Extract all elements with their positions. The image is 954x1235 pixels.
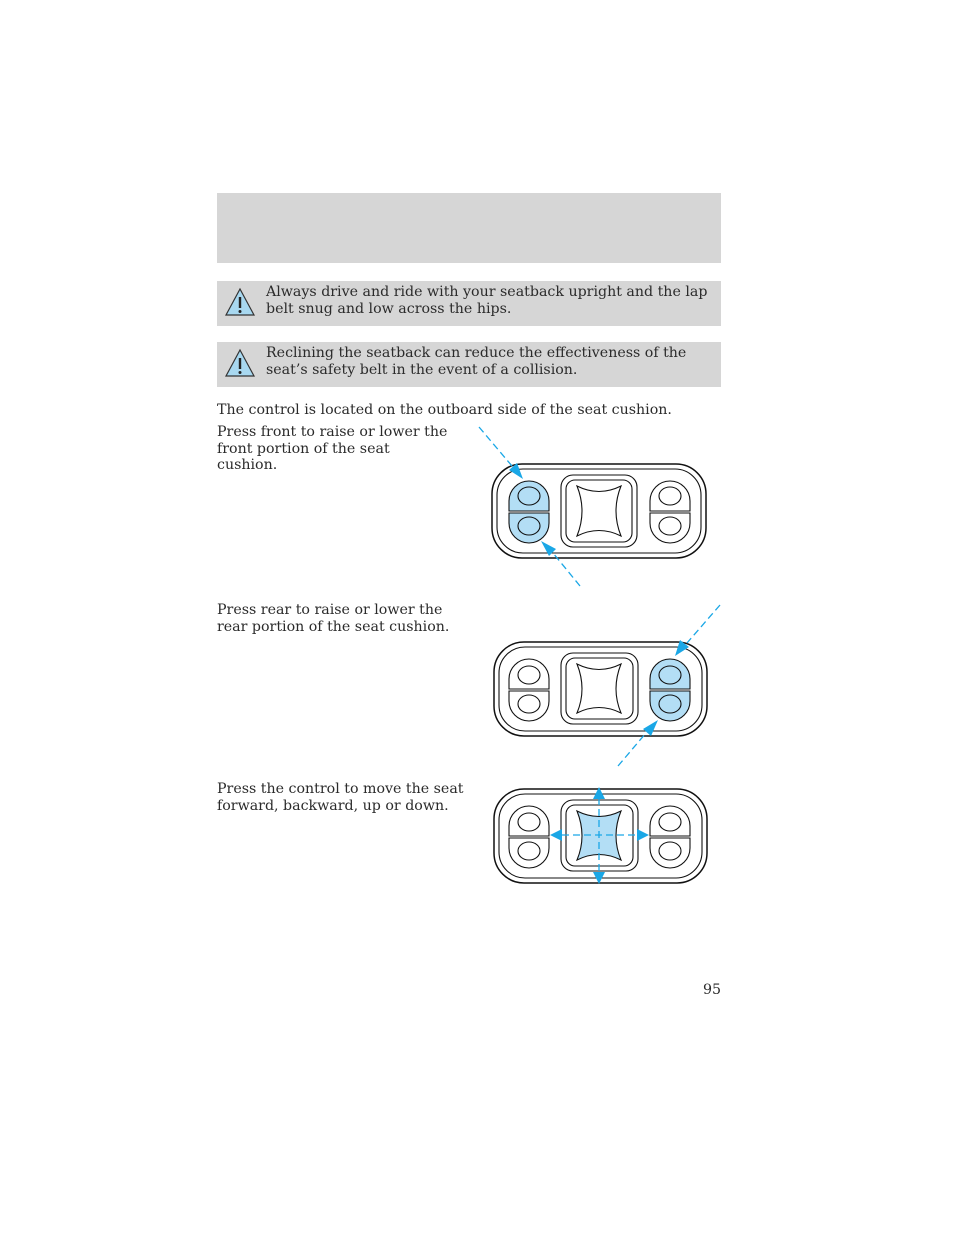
center-control[interactable] [577,486,621,536]
seat-control-diagram-center [490,780,712,888]
warning-text: Always drive and ride with your seatback upright and the lap belt snug and low across the hips. [266,284,708,317]
seat-control-diagram-rear [490,600,722,768]
instruction-rear-text: Press rear to raise or lower the rear portion of the seat cushion. [217,602,450,635]
page-number: 95 [702,982,721,998]
warning-box [217,281,721,326]
section-header-band [217,193,721,263]
seat-control-diagram-front [470,420,720,590]
warning-box [217,342,721,387]
warning-triangle-icon [224,348,256,378]
intro-text: The control is located on the outboard side of the seat cushion. [217,402,672,418]
warning-text: Reclining the seatback can reduce the effectiveness of the seat’s safety belt in the event of a collision. [266,345,687,378]
instruction-center-text: Press the control to move the seat forward, backward, up or down. [217,781,464,814]
instruction-front-text: Press front to raise or lower the front portion of the seat cushion. [217,424,448,473]
center-control[interactable] [577,664,621,713]
warning-triangle-icon [224,287,256,317]
